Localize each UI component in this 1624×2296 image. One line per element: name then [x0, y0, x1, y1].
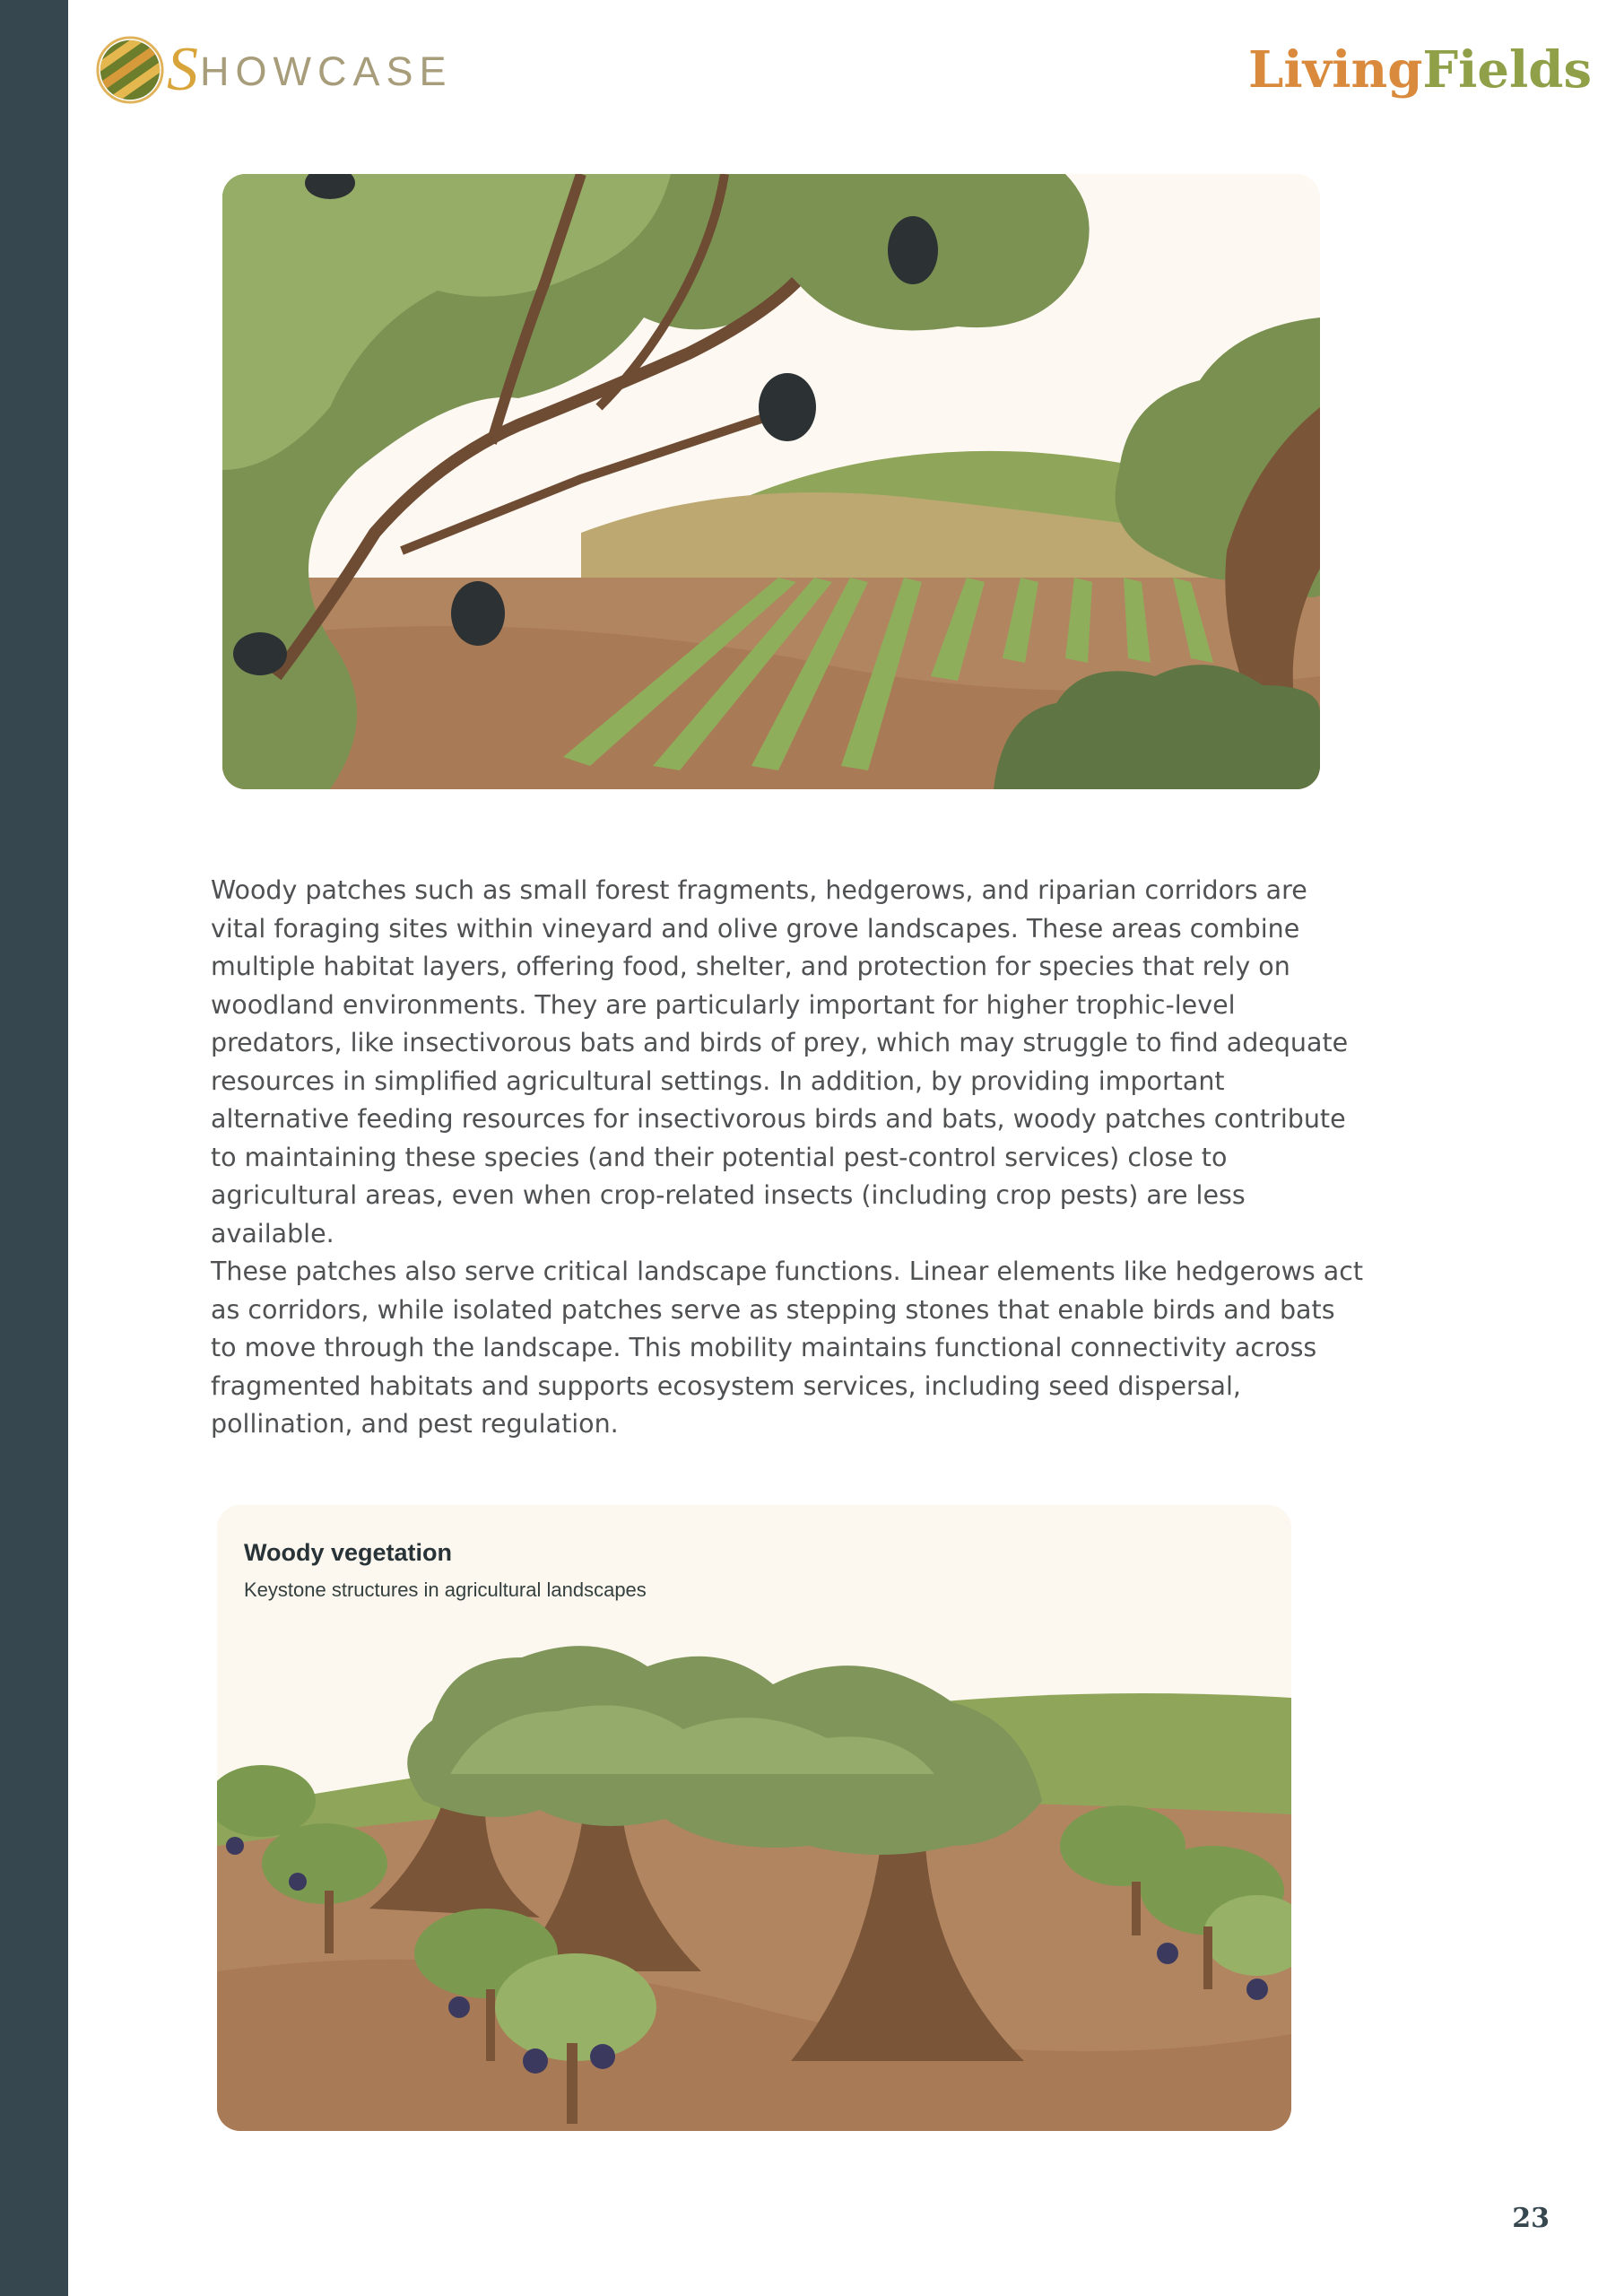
showcase-logo	[95, 34, 453, 106]
brand-part1: Living	[1248, 40, 1423, 100]
card-title: Woody vegetation	[244, 1539, 453, 1566]
logo-wordmark	[167, 35, 453, 104]
logo-initial: S	[167, 35, 198, 104]
logo-word: HOWCASE	[200, 48, 453, 94]
sidebar-strip	[0, 0, 68, 2296]
card-subtitle: Keystone structures in agricultural landscapes	[244, 1578, 647, 1601]
body-paragraph-2: These patches also serve critical landscape functions. Linear elements like hedgerows act as corridors, while isolated patches serve as stepping stones that enable birds and bats to move through the landscape. This mobility maintains functional connectivity across fragmented habitats and supports ecosystem services, including seed dispersal, pollination, and pest regulation.	[211, 1257, 1364, 1439]
brand-part2: Fields	[1422, 40, 1592, 100]
page-number: 23	[1512, 2203, 1550, 2234]
livingfields-logo	[1248, 38, 1592, 102]
striped-sphere-icon	[95, 35, 165, 105]
body-paragraph-1: Woody patches such as small forest fragments, hedgerows, and riparian corridors are vital foraging sites within vineyard and olive grove landscapes. These areas combine multiple habitat layers, offering food, shelter, and protection for species that rely on woodland environments. They are particularly important for higher trophic-level predators, like insectivorous bats and birds of prey, which may struggle to find adequate resources in simplified agricultural settings. In addition, by providing important alternative feeding resources for insectivorous birds and bats, woody patches contribute to maintaining these species (and their potential pest-control services) close to agricultural areas, even when crop-related insects (including crop pests) are less available.	[211, 875, 1349, 1248]
vineyard-fig-illustration	[222, 174, 1320, 789]
